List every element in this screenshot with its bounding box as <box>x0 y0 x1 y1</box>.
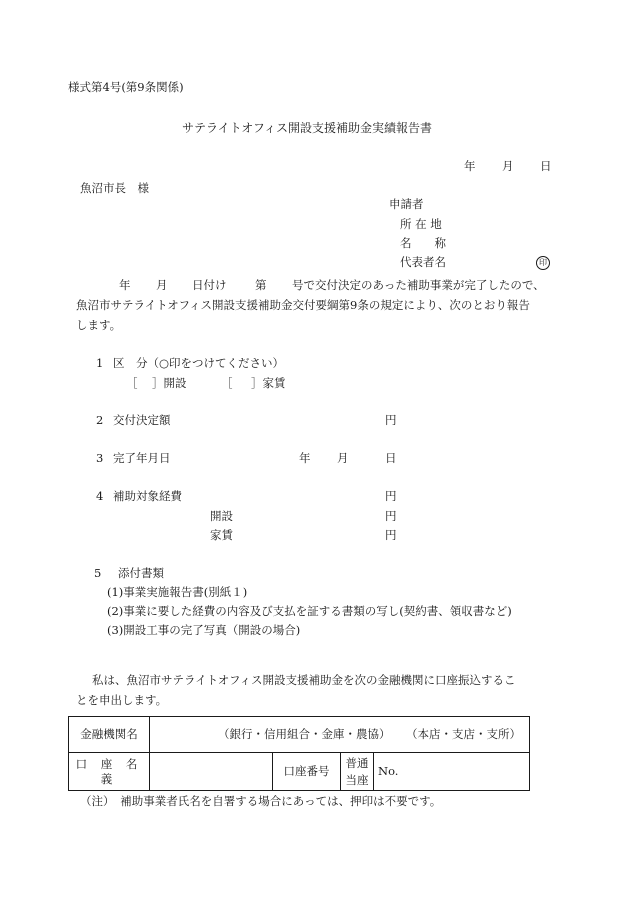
section-4-unit: 円 <box>385 489 397 503</box>
opening-expense-label: 開設 <box>210 509 233 523</box>
account-holder-field[interactable] <box>150 753 273 791</box>
bank-statement-line-2: とを申出します。 <box>76 693 168 707</box>
section-2-label: 交付決定額 <box>113 413 171 427</box>
intro-month: 月 <box>156 278 168 292</box>
bank-account-table <box>68 716 530 791</box>
section-3-month: 月 <box>337 451 349 465</box>
section-2-unit: 円 <box>385 413 397 427</box>
account-type-futsu: 普通 <box>345 755 369 770</box>
seal-icon: 印 <box>536 254 550 270</box>
section-1-number: 1 <box>96 356 104 370</box>
date-year: 年 <box>464 159 476 173</box>
applicant-address-label: 所 在 地 <box>400 217 442 231</box>
rent-option[interactable]: ］家賃 <box>251 376 286 390</box>
opening-expense-unit: 円 <box>385 509 397 523</box>
intro-day: 日付け <box>192 278 227 292</box>
account-type-cell[interactable] <box>341 753 374 791</box>
section-5-number: 5 <box>94 566 102 580</box>
branch-types: （本店・支店・支所） <box>406 727 521 742</box>
account-number-label: 口座番号 <box>273 753 341 791</box>
intro-line-2: 魚沼市サテライトオフィス開設支援補助金交付要綱第9条の規定により、次のとおり報告 <box>76 298 530 312</box>
account-holder-label: 口 座 名 義 <box>69 753 150 791</box>
opening-option[interactable]: ］開設 <box>152 376 187 390</box>
intro-line-3: します。 <box>76 318 122 332</box>
attachment-item-2: (2)事業に要した経費の内容及び支払を証する書類の写し(契約書、領収書など) <box>107 604 512 618</box>
addressee: 魚沼市長 様 <box>80 181 149 195</box>
section-2-number: 2 <box>96 413 104 427</box>
account-type-touza: 当座 <box>345 772 369 787</box>
rent-expense-label: 家賃 <box>210 528 233 542</box>
intro-dai: 第 <box>255 278 267 292</box>
bank-statement-line-1: 私は、魚沼市サテライトオフィス開設支援補助金を次の金融機関に口座振込するこ <box>92 673 516 687</box>
institution-name-label: 金融機関名 <box>69 717 150 753</box>
attachment-item-3: (3)開設工事の完了写真（開設の場合) <box>107 623 301 637</box>
section-3-year: 年 <box>299 451 311 465</box>
section-3-day: 日 <box>385 451 397 465</box>
applicant-label: 申請者 <box>389 197 424 211</box>
section-4-number: 4 <box>96 489 104 503</box>
section-4-label: 補助対象経費 <box>113 489 182 503</box>
document-title: サテライトオフィス開設支援補助金実績報告書 <box>182 121 432 135</box>
date-month: 月 <box>502 159 514 173</box>
opening-bracket-left: ［ <box>126 376 138 390</box>
attachment-item-1: (1)事業実施報告書(別紙１) <box>107 585 248 599</box>
form-number: 様式第4号(第9条関係) <box>68 80 184 94</box>
applicant-representative-label: 代表者名 <box>400 255 446 269</box>
account-number-field[interactable] <box>374 753 530 791</box>
intro-rest: 号で交付決定のあった補助事業が完了したので、 <box>292 278 545 292</box>
section-1-label: 区 分（○印をつけてください） <box>113 356 285 370</box>
applicant-name-label: 名 称 <box>400 236 446 250</box>
intro-year: 年 <box>119 278 131 292</box>
institution-types: （銀行・信用組合・金庫・農協） <box>218 727 391 742</box>
section-3-label: 完了年月日 <box>113 451 171 465</box>
section-5-label: 添付書類 <box>118 566 164 580</box>
account-number-prefix: No. <box>378 764 399 779</box>
date-day: 日 <box>540 159 552 173</box>
section-3-number: 3 <box>96 451 104 465</box>
institution-name-cell[interactable] <box>150 717 530 753</box>
footnote: （注） 補助事業者氏名を自署する場合にあっては、押印は不要です。 <box>80 794 442 808</box>
rent-bracket-left: ［ <box>221 376 233 390</box>
rent-expense-unit: 円 <box>385 528 397 542</box>
